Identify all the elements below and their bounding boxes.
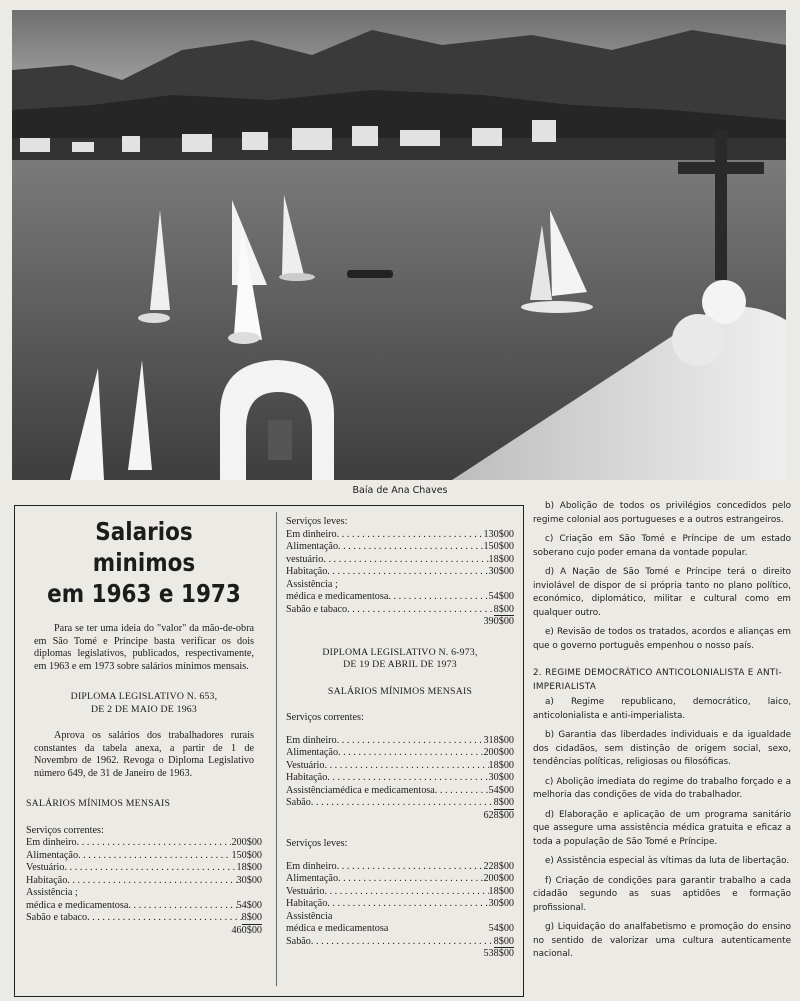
article-title: Salarios minimos em 1963 e 1973 xyxy=(47,517,241,608)
table-row: Em dinheiro . . . 130$00 xyxy=(286,529,514,542)
assist-label: Assistência xyxy=(286,910,333,922)
article-middle-column xyxy=(286,516,514,961)
roof-dome xyxy=(672,314,724,366)
table-row: Habitação . . . 30$00 xyxy=(26,875,262,888)
table-row: Sabão . . . 8$00 xyxy=(286,797,514,810)
diploma1-text: Aprova os salários dos trabalhadores rurais constantes da tabela anexa, a partir de 1 de Novembro de 1962. Revoga o Diploma Legislativo número 649, de 31 de Janeiro de 1963. xyxy=(34,730,254,779)
diploma2-heading: DIPLOMA LEGISLATIVO N. 6-973, DE 19 DE ABRIL DE 1973 xyxy=(322,646,478,670)
table-total: 538$00 xyxy=(483,948,514,959)
table-total: 460$00 xyxy=(231,924,262,936)
table-row: médica e medicamentosa 54$00 xyxy=(286,923,514,934)
table-total: 390$00 xyxy=(483,616,514,627)
article-left-column xyxy=(26,514,262,937)
table-row: médica e medicamentosa . . . 54$00 xyxy=(26,900,262,913)
paragraph: g) Liquidação do analfabetismo e promoção do ensino no sentido de valorizar uma cultura autenticamente nacional. xyxy=(533,922,791,959)
paragraph: e) Revisão de todos os tratados, acordos e alianças em que o governo português empenhou o nosso país. xyxy=(533,627,791,651)
diploma1-leves-heading: Serviços leves: xyxy=(286,516,348,527)
table-row: Assistênciamédica e medicamentosa . . . 54$00 xyxy=(286,785,514,798)
article-intro: Para se ter uma ideia do "valor" da mão-de-obra em São Tomé e Príncipe basta verificar os dois diplomas legislativos, publicados, respectivamente, em 1963 e em 1973 sobre salários mínimos mensais. xyxy=(34,623,254,672)
diploma2-correntes-heading: Serviços correntes: xyxy=(286,712,364,723)
table-row: Sabão e tabaco . . . 8$00 xyxy=(26,912,262,925)
diploma1-table-title: SALÁRIOS MÍNIMOS MENSAIS xyxy=(26,798,171,809)
paragraph: e) Assistência especial às vítimas da luta de libertação. xyxy=(545,856,790,866)
table-row: Habitação . . . 30$00 xyxy=(286,898,514,911)
table-row: Vestuário . . . 18$00 xyxy=(286,886,514,899)
paragraph: f) Criação de condições para garantir trabalho a cada cidadão segundo as suas aptidões e formação profissional. xyxy=(533,875,791,913)
diploma1-heading: DIPLOMA LEGISLATIVO N. 653, DE 2 DE MAIO DE 1963 xyxy=(70,691,218,715)
table-total: 628$00 xyxy=(483,809,514,821)
table-row: Sabão e tabaco . . . 8$00 xyxy=(286,604,514,617)
paragraph: d) Elaboração e aplicação de um programa sanitário que assegure uma assistência médica gratuita e eficaz a toda a população de São Tomé e Príncipe. xyxy=(533,809,791,847)
diploma2-leves-heading: Serviços leves: xyxy=(286,838,348,849)
paragraph: b) Garantia das liberdades individuais e da igualdade dos cidadãos, sem distinção de origem social, sexo, tendências políticas, religiosas ou filosóficas. xyxy=(533,730,791,767)
table-row: Vestuário . . . 18$00 xyxy=(26,862,262,875)
paragraph: c) Criação em São Tomé e Príncipe de um estado soberano cujo poder emana da vontade popular. xyxy=(533,534,791,558)
table-row: Alimentação . . . 150$00 xyxy=(26,850,262,863)
column-divider xyxy=(276,512,277,986)
table-row: Vestuário . . . 18$00 xyxy=(286,760,514,773)
table-row: Em dinheiro . . . 200$00 xyxy=(26,837,262,850)
table-row: Em dinheiro . . . 228$00 xyxy=(286,861,514,874)
paragraph: b) Abolição de todos os privilégios concedidos pelo regime colonial aos portugueses e a outros estrangeiros. xyxy=(533,501,791,525)
table-row: Alimentação . . . 150$00 xyxy=(286,541,514,554)
table-row: Habitação . . . 30$00 xyxy=(286,772,514,785)
table-row: Sabão . . . 8$00 xyxy=(286,936,514,949)
table-row: Alimentação . . . 200$00 xyxy=(286,873,514,886)
diploma2-table-title: SALÁRIOS MÍNIMOS MENSAIS xyxy=(327,685,473,697)
paragraph: a) Regime republicano, democrático, laico, anticolonialista e anti-imperialista. xyxy=(533,697,791,721)
diploma1-correntes-heading: Serviços correntes: xyxy=(26,824,104,836)
paragraph: d) A Nação de São Tomé e Príncipe terá o direito inviolável de dispor de si própria tanto no plano político, económico, diplomático, militar e cultural como em qualquer outro. xyxy=(533,567,791,618)
section-title: 2. REGIME DEMOCRÁTICO ANTICOLONIALISTA E ANTI-IMPERIALISTA xyxy=(533,668,782,692)
bay-photo xyxy=(12,10,786,480)
assist-label: Assistência ; xyxy=(26,887,78,898)
table-row: Habitação . . . 30$00 xyxy=(286,566,514,579)
assist-label: Assistência ; xyxy=(286,578,338,590)
article-right-column xyxy=(533,500,791,968)
table-row: Em dinheiro . . . 318$00 xyxy=(286,735,514,748)
paragraph: c) Abolição imediata do regime do trabalho forçado e a melhoria das condições de vida do trabalhador. xyxy=(533,776,791,800)
table-row: vestuário . . . 18$00 xyxy=(286,554,514,567)
table-row: médica e medicamentosa . . . 54$00 xyxy=(286,591,514,604)
table-row: Alimentação . . . 200$00 xyxy=(286,747,514,760)
photo-caption: Baía de Ana Chaves xyxy=(352,485,448,496)
